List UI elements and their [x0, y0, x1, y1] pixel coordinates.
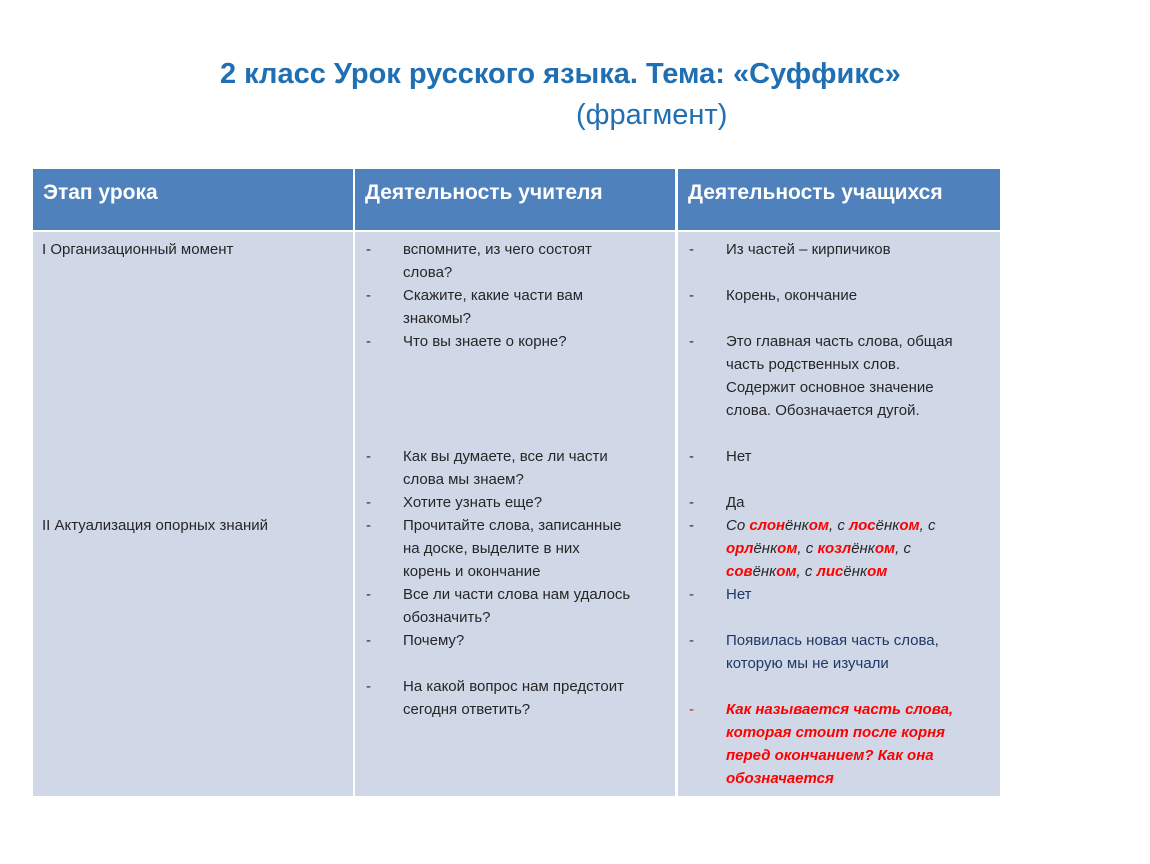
stage-item: I Организационный момент — [42, 241, 234, 258]
word-part: Со — [726, 517, 750, 534]
page-title: 2 класс Урок русского языка. Тема: «Суффикс» — [220, 58, 901, 90]
column-students: - Из частей – кирпичиков - Корень, окончание - Это главная часть слова, общая часть родственных слов. Содержит основное значение слова. Обозначается дугой. - Нет - Да - Со слонёнком, с лосёнком, с орлёнком, с козлёнком, с совёнком, с лисёнком - Нет - Появилась новая часть слова, которую мы не изучали - Как называется часть слова, которая стоит после корня перед окончанием? Как она обозначается — [678, 232, 1000, 796]
header-students: Деятельность учащихся — [678, 169, 1000, 230]
words-line — [726, 514, 935, 537]
highlighted-morpheme: ом — [874, 540, 896, 557]
words-line — [726, 537, 911, 560]
word-part: ёнк — [785, 517, 809, 534]
highlighted-morpheme: ом — [899, 517, 920, 534]
highlighted-morpheme: орл — [726, 540, 754, 557]
word-part: ёнк — [752, 563, 777, 580]
highlighted-morpheme: ом — [776, 563, 797, 580]
highlighted-morpheme: козл — [817, 540, 852, 557]
highlighted-morpheme: лос — [849, 517, 876, 534]
word-part: ёнк — [843, 563, 868, 580]
word-part: , с — [919, 517, 936, 534]
highlighted-morpheme: ом — [867, 563, 888, 580]
stage-item: II Актуализация опорных знаний — [42, 517, 268, 534]
lesson-table — [33, 169, 1000, 796]
highlighted-morpheme: слон — [749, 517, 786, 534]
column-stage — [33, 232, 353, 796]
word-part: ёнк — [875, 517, 900, 534]
column-teacher: - вспомните, из чего состоят слова? - Скажите, какие части вам знакомы? - Что вы знаете о корне? - Как вы думаете, все ли части слова мы знаем? - Хотите узнать еще? - Прочитайте слова, записанные на доске, выделите в них корень и окончание - Все ли части слова нам удалось обозначить? - Почему? - На какой вопрос нам предстоит сегодня ответить? — [355, 232, 675, 796]
word-part: , с — [895, 540, 911, 557]
highlighted-morpheme: лис — [816, 563, 844, 580]
word-part: , с — [796, 563, 817, 580]
word-part: , с — [829, 517, 850, 534]
word-part: , с — [797, 540, 818, 557]
highlighted-morpheme: ом — [777, 540, 798, 557]
words-line — [726, 560, 887, 583]
header-teacher: Деятельность учителя — [355, 169, 675, 230]
header-stage: Этап урока — [33, 169, 353, 230]
highlighted-morpheme: сов — [726, 563, 753, 580]
page-subtitle: (фрагмент) — [576, 99, 728, 131]
word-part: ёнк — [851, 540, 875, 557]
word-part: ёнк — [753, 540, 778, 557]
highlighted-morpheme: ом — [808, 517, 829, 534]
